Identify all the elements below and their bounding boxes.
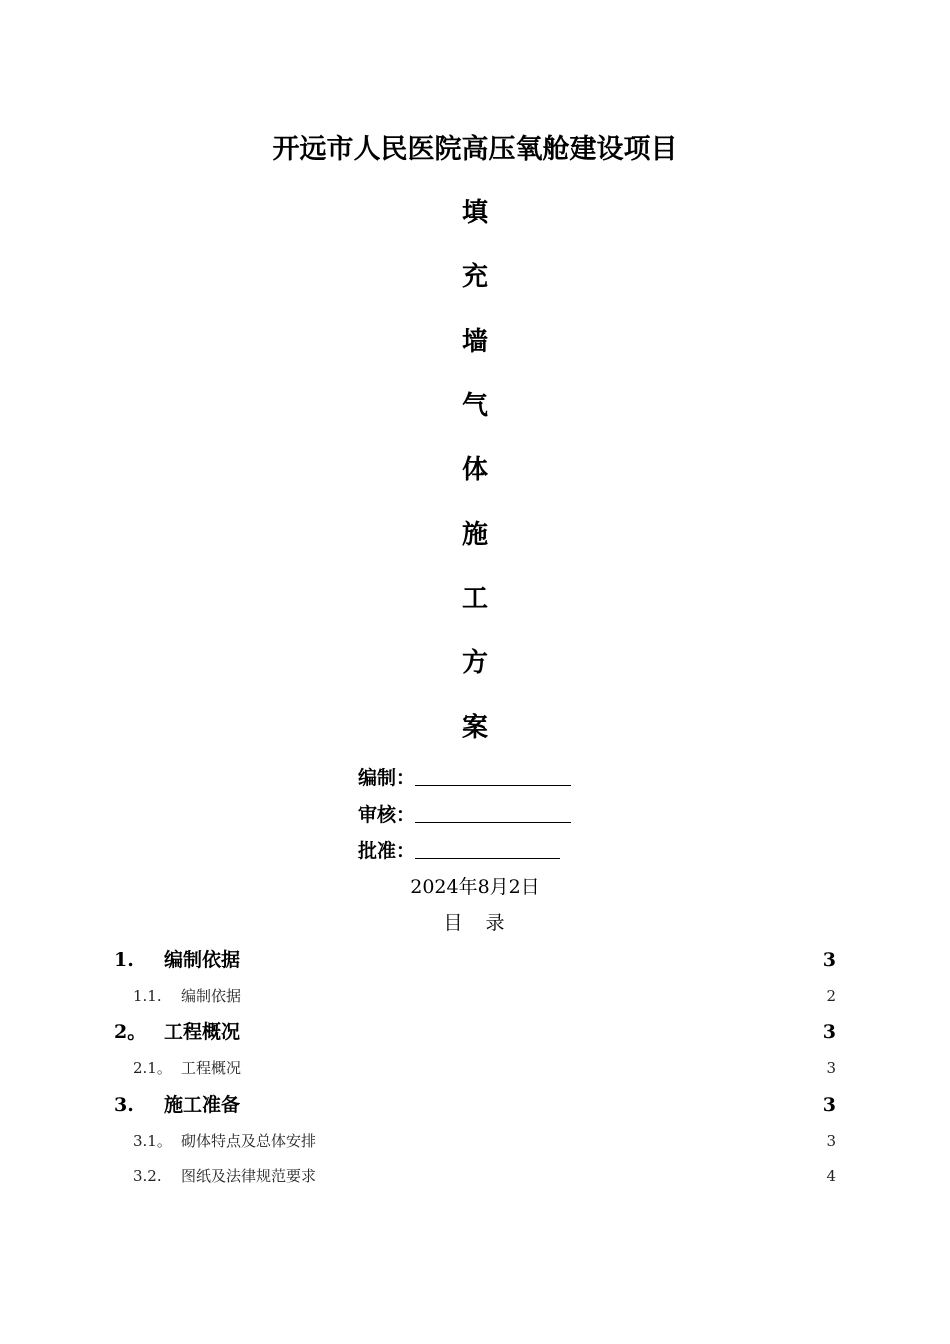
toc-entry-page: 4 bbox=[826, 1167, 836, 1185]
toc-entry-label: 工程概况 bbox=[181, 1059, 242, 1077]
toc-entry-label: 砌体特点及总体安排 bbox=[181, 1132, 317, 1150]
toc-entry-number: 3.2. bbox=[133, 1167, 162, 1185]
toc-entry-number: 3. bbox=[114, 1094, 134, 1116]
toc-entry-page: 3 bbox=[826, 1132, 836, 1150]
toc-entry[interactable] bbox=[0, 984, 950, 1008]
toc-entry-page: 3 bbox=[822, 1021, 836, 1043]
toc-entry[interactable] bbox=[0, 946, 950, 974]
compiled-label: 编制： bbox=[358, 767, 416, 789]
compiled-signature-line bbox=[415, 765, 571, 786]
toc-entry[interactable] bbox=[0, 1056, 950, 1080]
doc-title-char: 充 bbox=[461, 262, 488, 292]
toc-entry-label: 图纸及法律规范要求 bbox=[181, 1167, 317, 1185]
doc-title-char: 案 bbox=[461, 713, 488, 743]
signoff-reviewed bbox=[358, 801, 571, 829]
project-title: 开远市人民医院高压氧舱建设项目 bbox=[272, 134, 678, 165]
doc-title-char: 体 bbox=[461, 455, 488, 485]
toc-entry-label: 工程概况 bbox=[164, 1021, 241, 1043]
approved-signature-line bbox=[415, 838, 560, 859]
doc-title-char: 方 bbox=[461, 648, 488, 678]
toc-entry-number: 1. bbox=[114, 949, 134, 971]
doc-title-char: 气 bbox=[461, 391, 488, 421]
toc-entry-page: 3 bbox=[826, 1059, 836, 1077]
toc-entry-number: 1.1. bbox=[133, 987, 162, 1005]
toc-entry-number: 2。 bbox=[114, 1021, 147, 1043]
toc-entry-page: 2 bbox=[826, 987, 836, 1005]
toc-entry[interactable] bbox=[0, 1018, 950, 1046]
toc-heading: 目 录 bbox=[443, 912, 507, 934]
reviewed-signature-line bbox=[415, 802, 571, 823]
toc-entry-label: 编制依据 bbox=[181, 987, 242, 1005]
doc-title-char: 施 bbox=[461, 520, 488, 550]
toc-entry-page: 3 bbox=[822, 949, 836, 971]
toc-entry[interactable] bbox=[0, 1091, 950, 1119]
toc-entry[interactable] bbox=[0, 1129, 950, 1153]
doc-title-char: 墙 bbox=[461, 327, 488, 357]
toc-entry-page: 3 bbox=[822, 1094, 836, 1116]
signoff-compiled bbox=[358, 764, 571, 792]
signoff-approved bbox=[358, 837, 560, 865]
doc-title-char: 工 bbox=[461, 584, 488, 614]
toc-entry-label: 施工准备 bbox=[164, 1094, 241, 1116]
document-date: 2024年8月2日 bbox=[410, 876, 540, 898]
toc-entry-label: 编制依据 bbox=[164, 949, 241, 971]
doc-title-char: 填 bbox=[461, 198, 488, 228]
reviewed-label: 审核： bbox=[358, 804, 416, 826]
toc-entry-number: 3.1。 bbox=[133, 1132, 172, 1150]
approved-label: 批准： bbox=[358, 840, 416, 862]
toc-entry-number: 2.1。 bbox=[133, 1059, 172, 1077]
toc-entry[interactable] bbox=[0, 1164, 950, 1188]
